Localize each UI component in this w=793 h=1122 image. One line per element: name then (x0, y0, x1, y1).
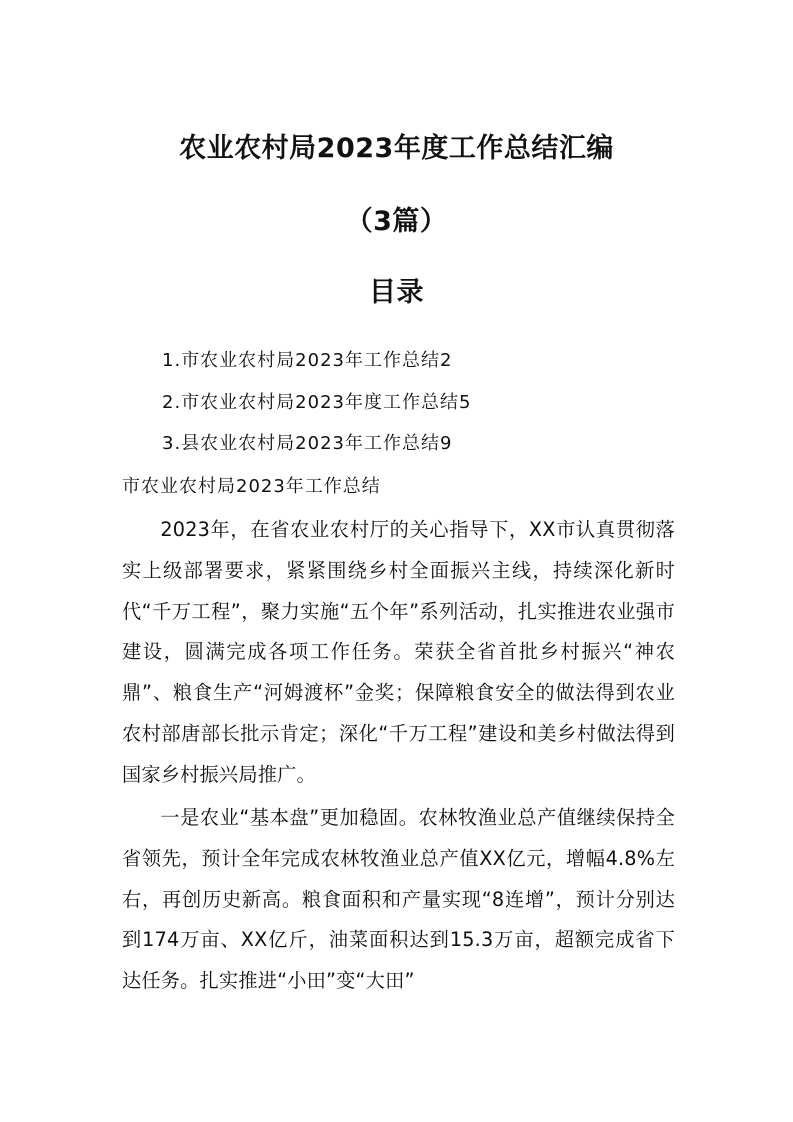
toc-item[interactable]: 3.县农业农村局2023年工作总结9 (162, 433, 453, 454)
document-subtitle: （3篇） (345, 206, 448, 237)
body-paragraph: 一是农业“基本盘”更加稳固。农林牧渔业总产值继续保持全省领先，预计全年完成农林牧渔业总产值XX亿元，增幅4.8%左右，再创历史新高。粮食面积和产量实现“8连增”，预计分别达到174万亩、XX亿斤，油菜面积达到15.3万亩，超额完成省下达任务。扎实推进“小田”变“大田” (122, 806, 675, 993)
toc-item[interactable]: 1.市农业农村局2023年工作总结2 (162, 350, 453, 371)
body-paragraph: 2023年，在省农业农村厅的关心指导下，XX市认真贯彻落实上级部署要求，紧紧围绕乡村全面振兴主线，持续深化新时代“千万工程”，聚力实施“五个年”系列活动，扎实推进农业强市建设，圆满完成各项工作任务。荣获全省首批乡村振兴“神农鼎”、粮食生产“河姆渡杯”金奖；保障粮食安全的做法得到农业农村部唐部长批示肯定；深化“千万工程”建设和美乡村做法得到国家乡村振兴局推广。 (122, 518, 675, 786)
toc-heading: 目录 (369, 277, 424, 308)
toc-item[interactable]: 2.市农业农村局2023年度工作总结5 (162, 392, 472, 413)
document-title: 农业农村局2023年度工作总结汇编 (179, 133, 614, 164)
section-heading: 市农业农村局2023年工作总结 (122, 476, 381, 497)
